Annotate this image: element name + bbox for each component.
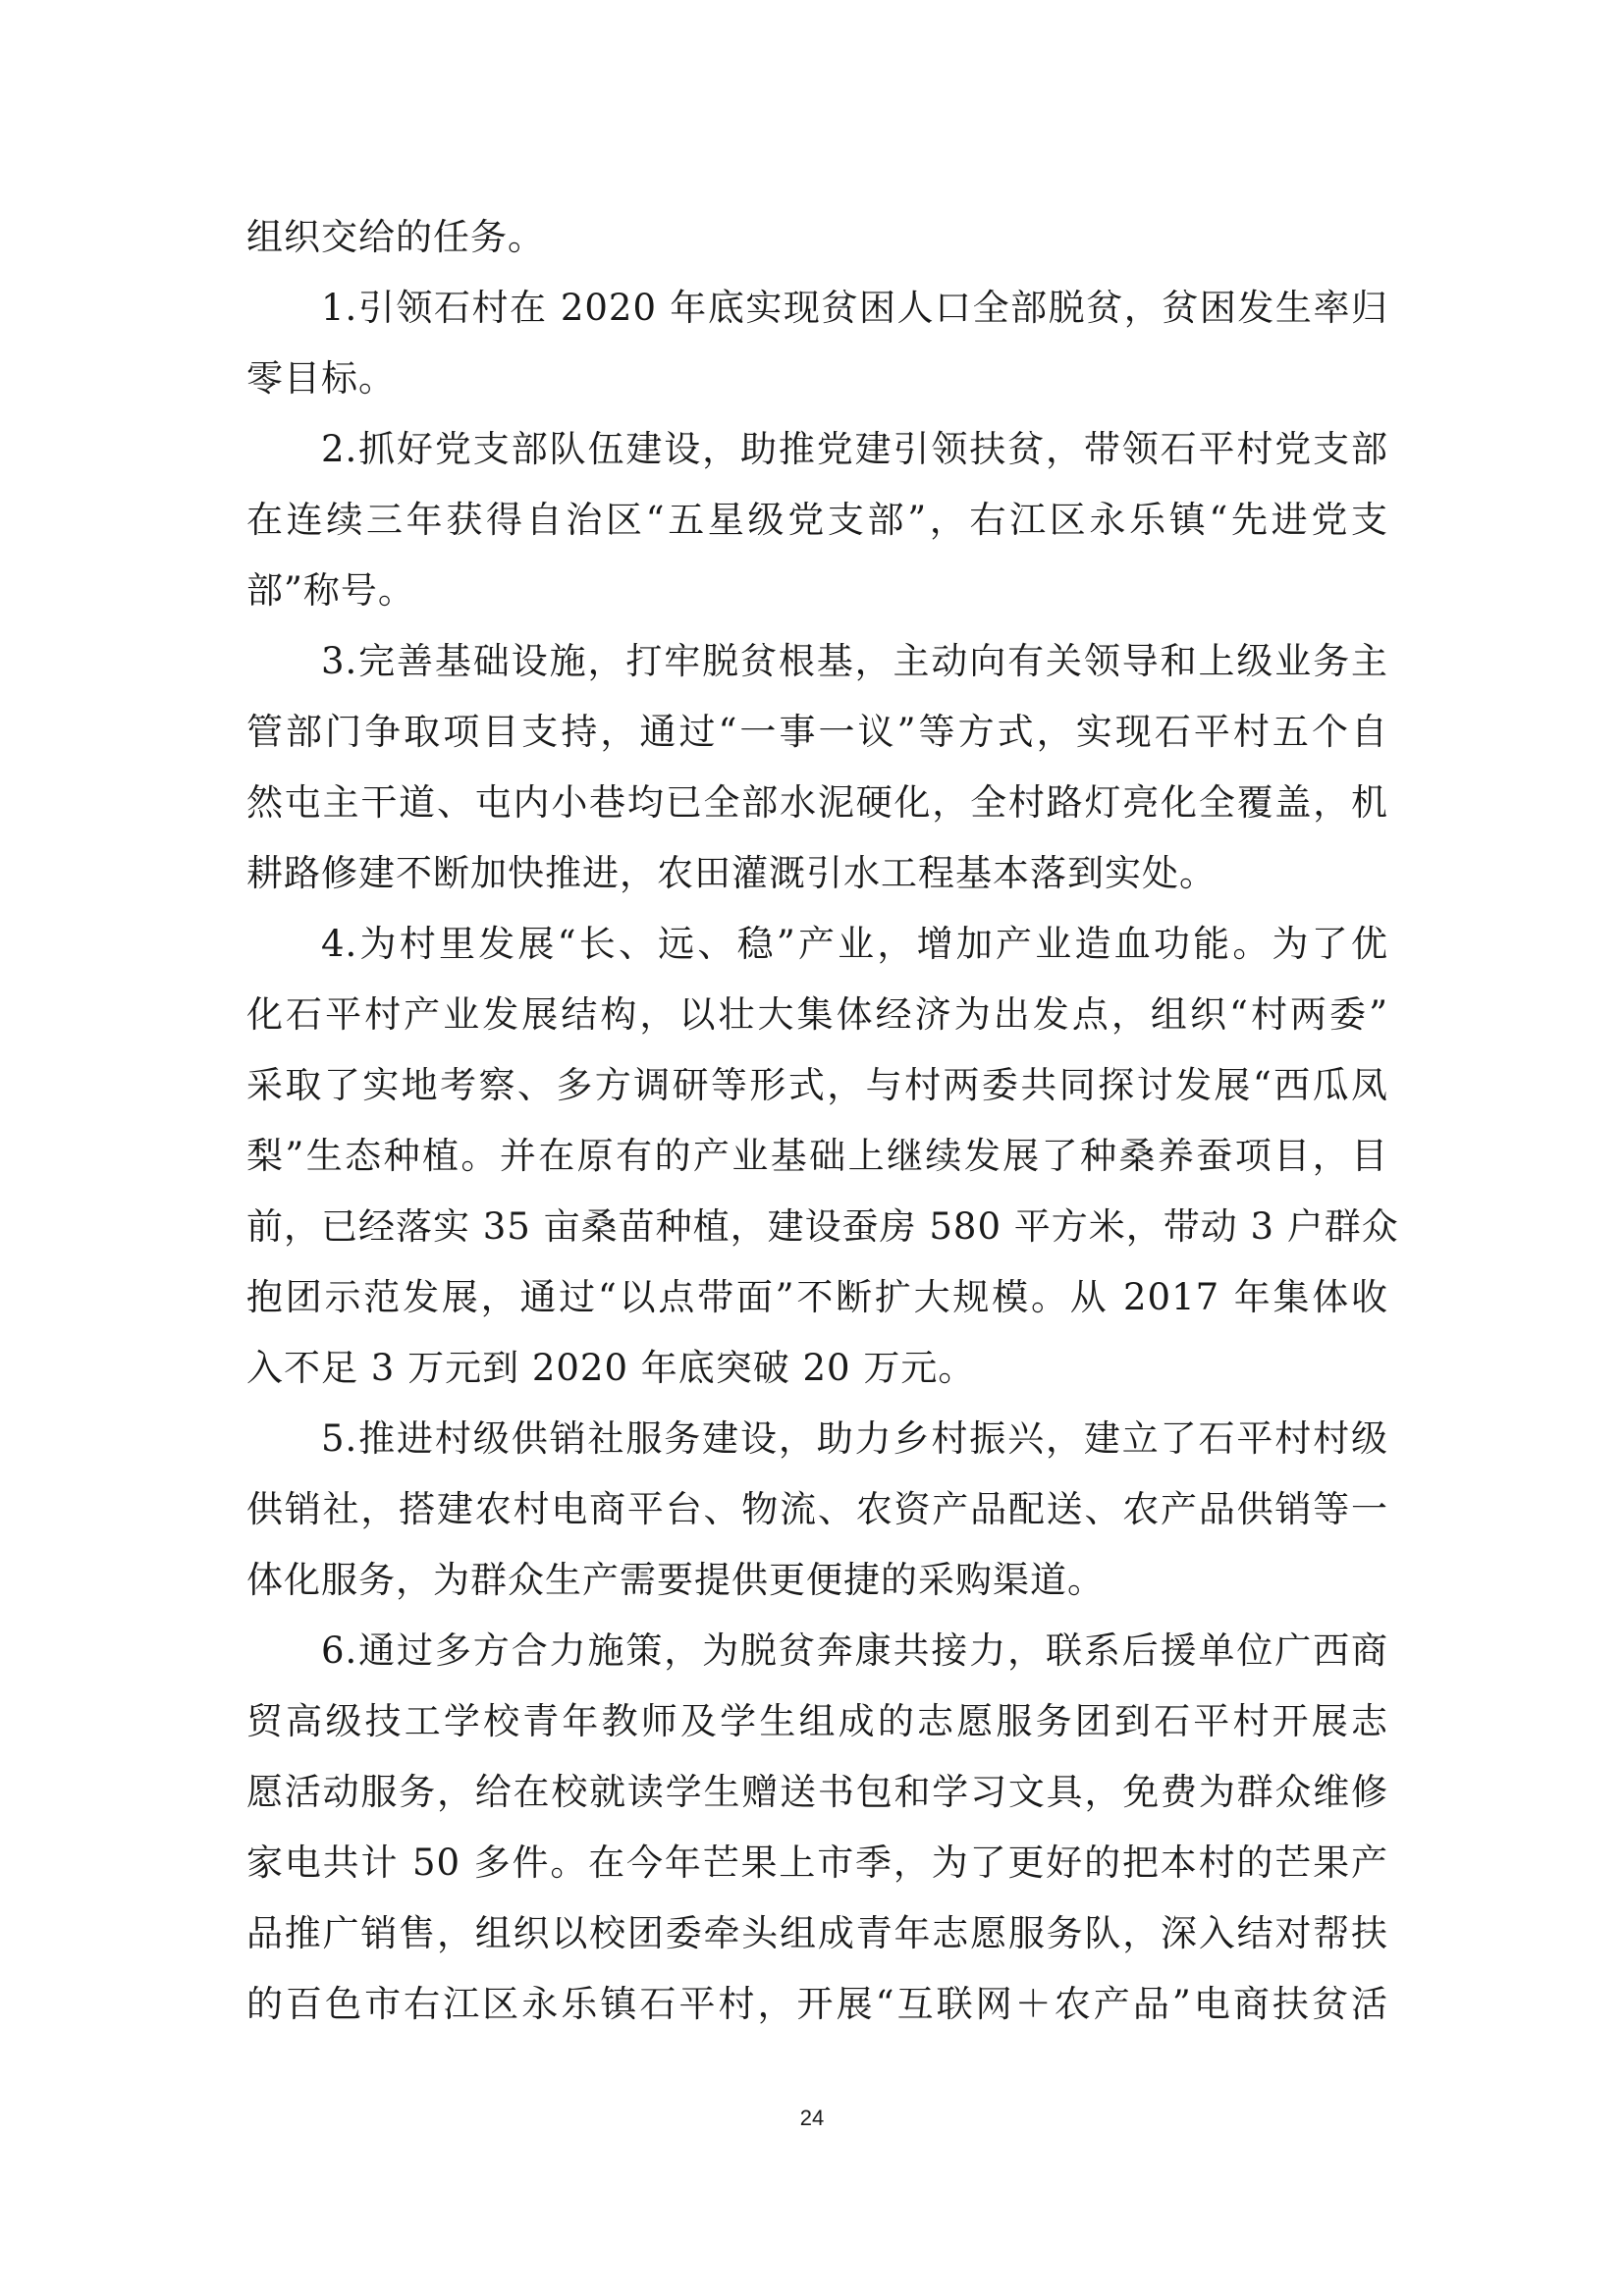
text-line: 3.完善基础设施，打牢脱贫根基，主动向有关领导和上级业务主 [321,640,1388,682]
text-line: 在连续三年获得自治区“五星级党支部”，右江区永乐镇“先进党支 [246,499,1388,541]
text-line: 管部门争取项目支持，通过“一事一议”等方式，实现石平村五个自 [246,711,1388,753]
text-line: 贸高级技工学校青年教师及学生组成的志愿服务团到石平村开展志 [246,1700,1388,1742]
text-line: 化石平村产业发展结构，以壮大集体经济为出发点，组织“村两委” [246,993,1388,1036]
text-line: 家电共计 50 多件。在今年芒果上市季，为了更好的把本村的芒果产 [246,1842,1388,1884]
text-line: 然屯主干道、屯内小巷均已全部水泥硬化，全村路灯亮化全覆盖，机 [246,781,1388,824]
text-line: 5.推进村级供销社服务建设，助力乡村振兴，建立了石平村村级 [321,1417,1388,1460]
text-line: 入不足 3 万元到 2020 年底突破 20 万元。 [246,1347,976,1389]
text-line: 耕路修建不断加快推进，农田灌溉引水工程基本落到实处。 [246,852,1217,894]
page-number: 24 [799,2106,825,2130]
text-line: 供销社，搭建农村电商平台、物流、农资产品配送、农产品供销等一 [246,1488,1388,1530]
text-line: 梨”生态种植。并在原有的产业基础上继续发展了种桑养蚕项目，目 [246,1135,1388,1177]
text-line: 2.抓好党支部队伍建设，助推党建引领扶贫，带领石平村党支部 [321,428,1388,470]
text-line: 采取了实地考察、多方调研等形式，与村两委共同探讨发展“西瓜凤 [246,1064,1388,1106]
text-line: 的百色市右江区永乐镇石平村，开展“互联网＋农产品”电商扶贫活 [246,1983,1388,2025]
text-line: 组织交给的任务。 [246,216,545,258]
text-line: 品推广销售，组织以校团委牵头组成青年志愿服务队，深入结对帮扶 [246,1912,1388,1954]
text-line: 前，已经落实 35 亩桑苗种植，建设蚕房 580 平方米，带动 3 户群众 [246,1205,1399,1248]
text-line: 愿活动服务，给在校就读学生赠送书包和学习文具，免费为群众维修 [246,1771,1388,1813]
text-line: 体化服务，为群众生产需要提供更便捷的采购渠道。 [246,1559,1105,1601]
document-body [246,202,1399,2040]
text-line: 抱团示范发展，通过“以点带面”不断扩大规模。从 2017 年集体收 [246,1276,1388,1318]
text-line: 1.引领石村在 2020 年底实现贫困人口全部脱贫，贫困发生率归 [321,287,1388,329]
text-line: 4.为村里发展“长、远、稳”产业，增加产业造血功能。为了优 [321,923,1388,965]
text-line: 6.通过多方合力施策，为脱贫奔康共接力，联系后援单位广西商 [321,1629,1388,1672]
text-line: 零目标。 [246,357,396,400]
text-line: 部”称号。 [246,569,415,612]
